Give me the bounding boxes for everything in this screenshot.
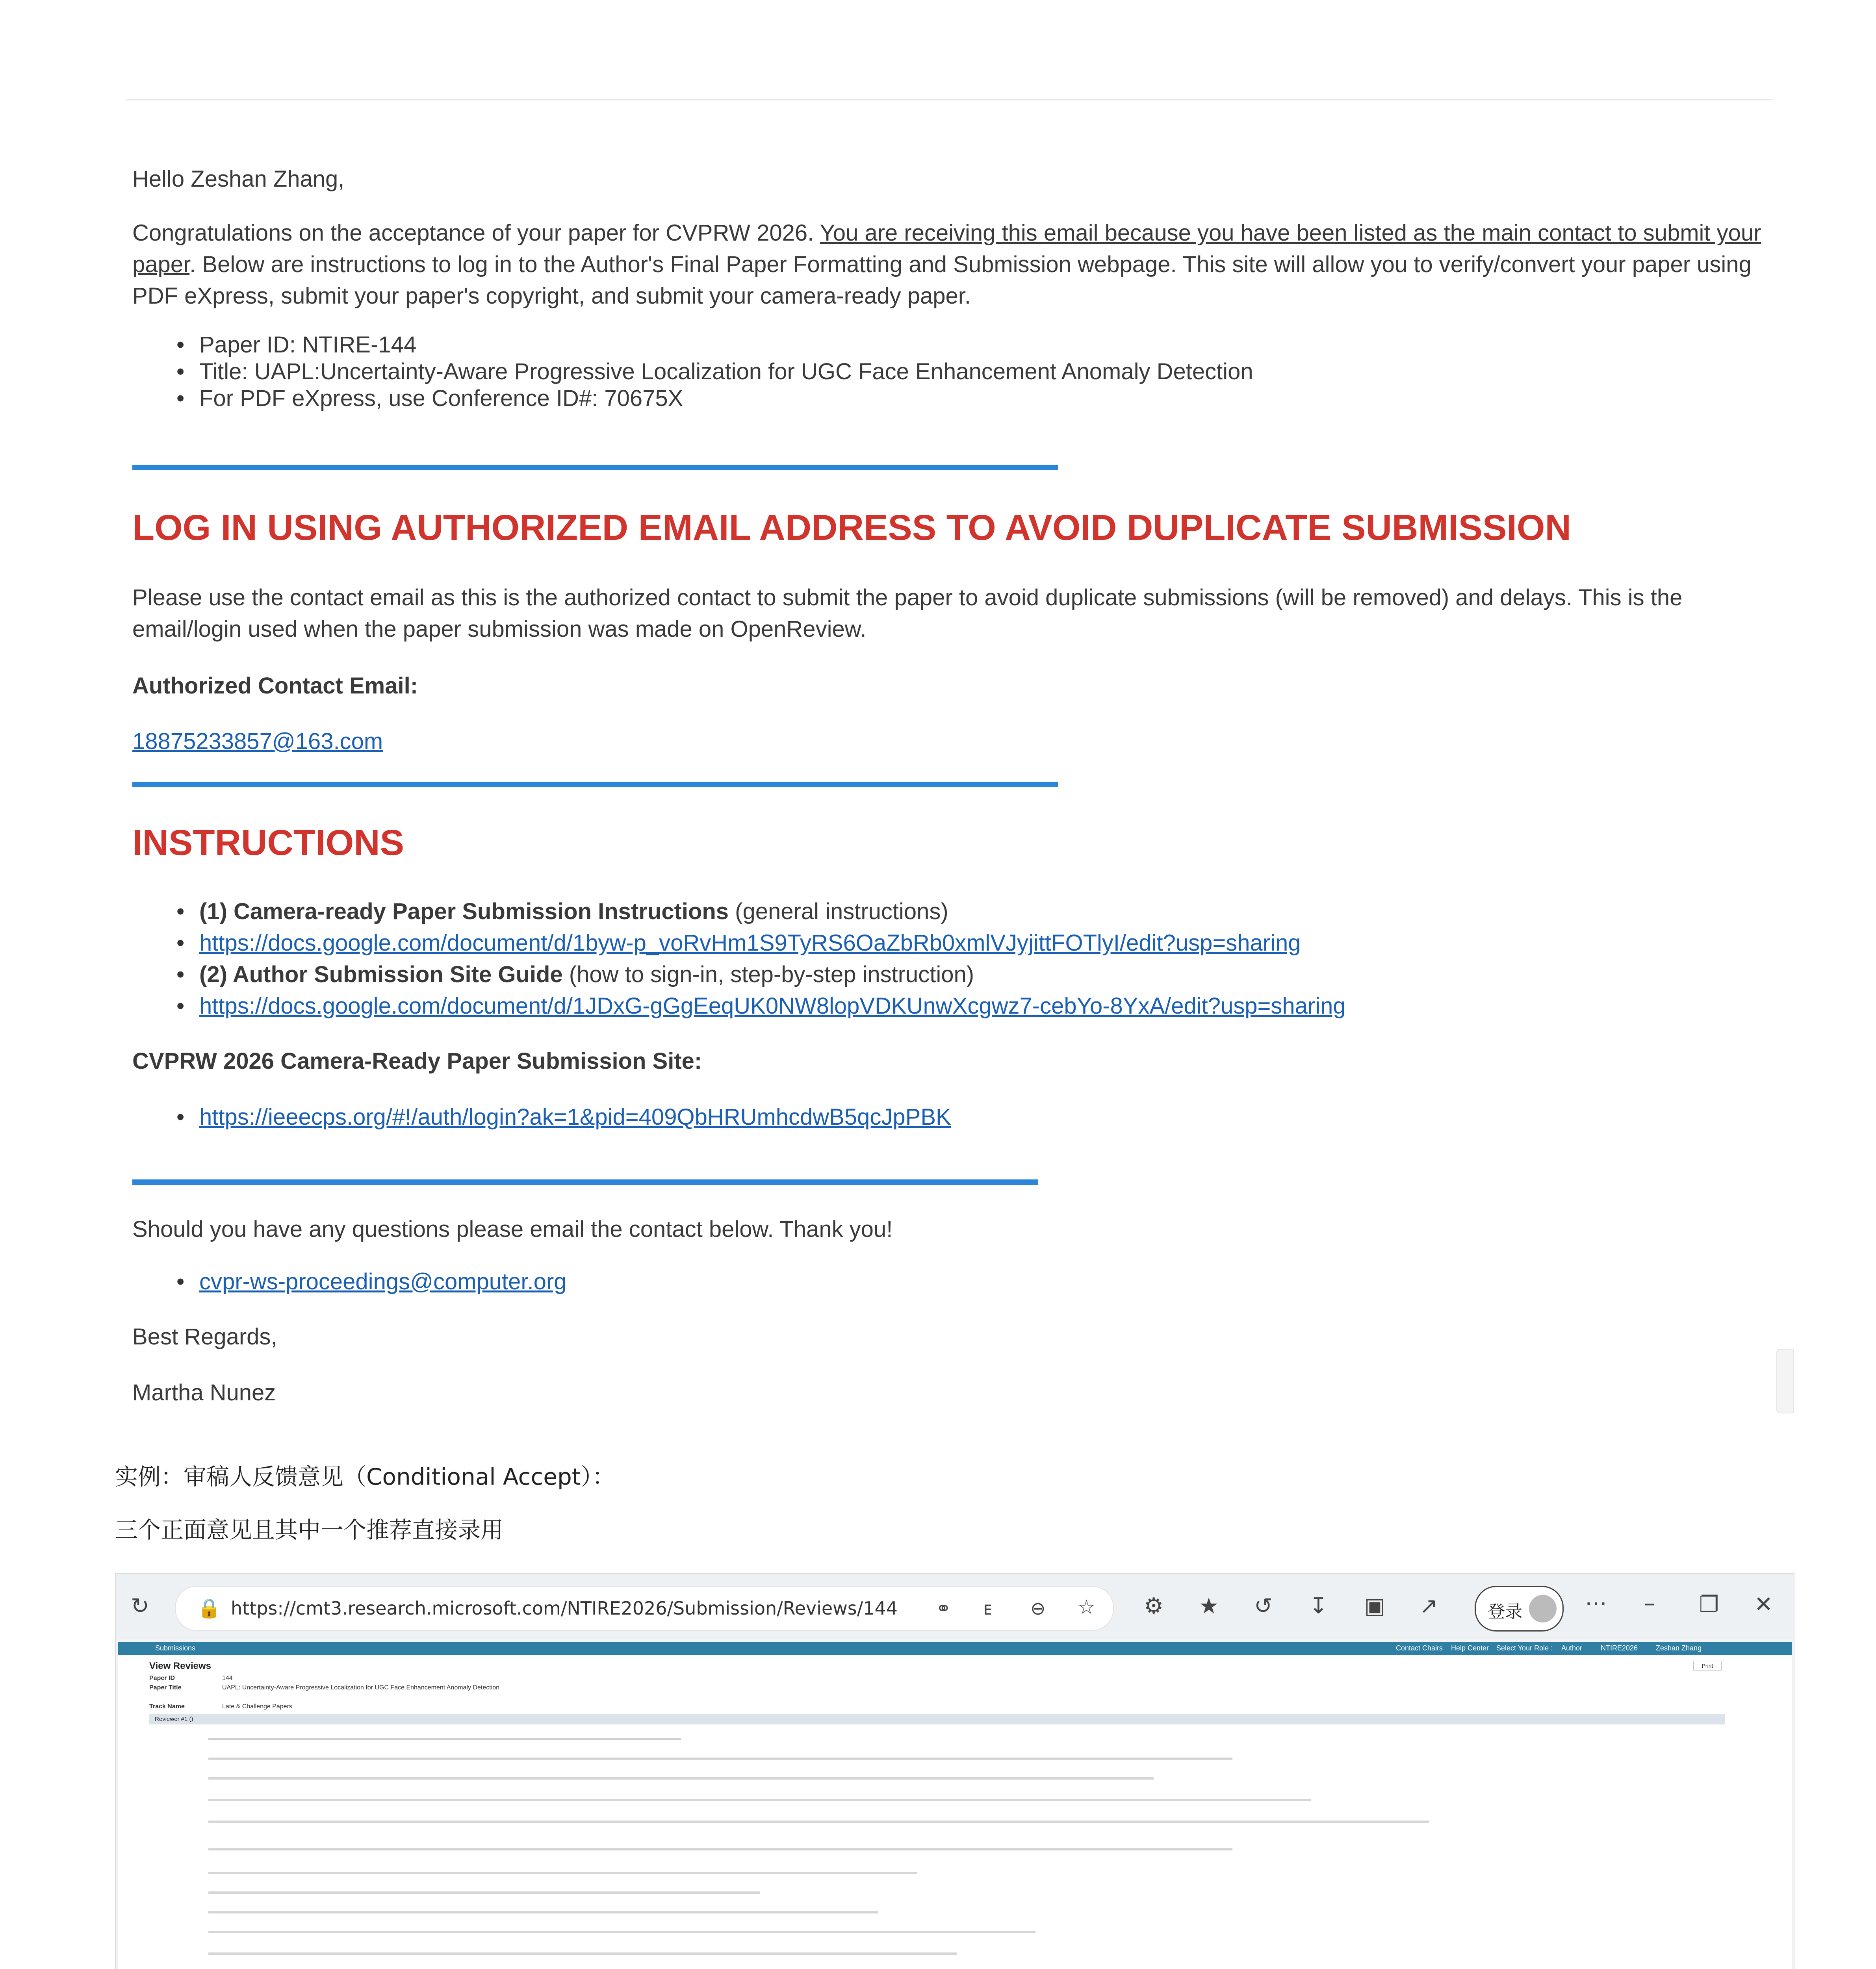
example-note: 实例：审稿人反馈意见（Conditional Accept）：	[115, 1463, 615, 1490]
restore-icon[interactable]: ❐	[1699, 1592, 1719, 1617]
share-icon[interactable]: ↗	[1420, 1593, 1438, 1619]
paper-id-label: Paper ID	[149, 1675, 175, 1682]
url-text: https://cmt3.research.microsoft.com/NTIRE2026/Submission/Reviews/144	[231, 1598, 898, 1619]
intro-text-2: . Below are instructions to log in to the Author's Final Paper Formatting and Submission webpage. This site will allow you to verify/convert your paper using PDF eXpress, submit your paper's copyright, and submit your camera-ready paper.	[132, 252, 1752, 309]
scroll-tab[interactable]	[1776, 1349, 1794, 1413]
questions-email-link[interactable]: cvpr-ws-proceedings@computer.org	[199, 1269, 567, 1294]
questions-list	[132, 1266, 1767, 1298]
track-name-value: Late & Challenge Papers	[222, 1703, 292, 1710]
paper-title-label: Paper Title	[149, 1684, 182, 1691]
regards: Best Regards,	[132, 1324, 277, 1350]
view-reviews-title: View Reviews	[149, 1661, 211, 1671]
instructions-heading: INSTRUCTIONS	[132, 823, 404, 863]
address-bar[interactable]	[175, 1586, 1114, 1631]
instr1-title: (1) Camera-ready Paper Submission Instructions	[199, 899, 729, 924]
favorites-bar-icon[interactable]: ★	[1199, 1593, 1219, 1619]
key-icon[interactable]: ⚭	[936, 1598, 951, 1619]
more-icon[interactable]: ⋯	[1585, 1591, 1607, 1616]
reviews-page	[118, 1655, 1792, 1969]
intro-paragraph	[132, 217, 1767, 312]
login-paragraph: Please use the contact email as this is the authorized contact to submit the paper to avoid duplicate submissions (will be removed) and delays. This is the email/login used when the paper submission was made on OpenReview.	[132, 585, 1683, 642]
divider-1	[132, 465, 1058, 470]
profile-login-button[interactable]	[1475, 1586, 1564, 1632]
history-icon[interactable]: ↺	[1254, 1593, 1273, 1619]
signature: Martha Nunez	[132, 1380, 276, 1405]
reviewer-1-header	[149, 1714, 1725, 1724]
nav-contact-chairs[interactable]: Contact Chairs	[1396, 1644, 1443, 1652]
top-divider	[126, 99, 1772, 100]
instr1-item	[132, 896, 1767, 927]
reviewer-1-text	[157, 1734, 1713, 1969]
favorite-icon[interactable]: ☆	[1078, 1596, 1095, 1619]
lock-icon: 🔒	[197, 1597, 221, 1619]
instr1-note: (general instructions)	[729, 899, 948, 924]
paper-id-value: 144	[222, 1675, 233, 1682]
instr2-title: (2) Author Submission Site Guide	[199, 962, 563, 987]
zoom-icon[interactable]: ⊖	[1030, 1598, 1046, 1619]
extensions-icon[interactable]: ⚙	[1144, 1593, 1164, 1619]
print-button[interactable]	[1693, 1661, 1722, 1671]
login-heading: LOG IN USING AUTHORIZED EMAIL ADDRESS TO AVOID DUPLICATE SUBMISSION	[132, 508, 1571, 548]
review-screenshot	[115, 1573, 1794, 1969]
conference-id-item: • For PDF eXpress, use Conference ID#: 70675X	[132, 385, 1747, 412]
nav-user[interactable]: Zeshan Zhang	[1656, 1644, 1702, 1652]
site-label: CVPRW 2026 Camera-Ready Paper Submission Site:	[132, 1048, 702, 1074]
instr1-link-item	[132, 927, 1767, 959]
minimize-icon[interactable]: –	[1644, 1591, 1655, 1616]
questions-email-item	[132, 1266, 1767, 1298]
login-label: 登录	[1488, 1602, 1522, 1622]
translate-icon[interactable]: ᴇ	[983, 1598, 992, 1619]
paper-title-item: • Title: UAPL:Uncertainty-Aware Progressive Localization for UGC Face Enhancement Anomaly Detection	[132, 358, 1747, 385]
refresh-icon[interactable]: ↻	[131, 1593, 149, 1619]
nav-submissions[interactable]: Submissions	[155, 1644, 196, 1652]
intro-underlined: You are receiving this email because you have been listed as the main contact to submit your paper	[132, 220, 1761, 277]
summary-note: 三个正面意见且其中一个推荐直接录用	[115, 1517, 504, 1543]
nav-help-center[interactable]: Help Center	[1451, 1644, 1489, 1652]
screenshot-icon[interactable]: ▣	[1364, 1593, 1385, 1619]
site-link-item	[132, 1101, 1767, 1133]
browser-toolbar	[116, 1574, 1794, 1639]
contact-email-link[interactable]: 18875233857@163.com	[132, 729, 383, 754]
instr2-item	[132, 959, 1767, 990]
nav-conference[interactable]: NTIRE2026	[1601, 1644, 1638, 1652]
divider-3	[132, 1179, 1038, 1185]
paper-info-list	[132, 332, 1747, 412]
close-icon[interactable]: ✕	[1754, 1592, 1773, 1617]
track-name-label: Track Name	[149, 1703, 185, 1710]
nav-select-role: Select Your Role :	[1496, 1644, 1553, 1652]
paper-title-value: UAPL: Uncertainty-Aware Progressive Localization for UGC Face Enhancement Anomaly Detection	[222, 1684, 500, 1691]
reviewer-1-label: Reviewer #1 ()	[155, 1716, 193, 1722]
instructions-list	[132, 896, 1767, 1022]
divider-2	[132, 782, 1058, 787]
questions-text: Should you have any questions please email the contact below. Thank you!	[132, 1216, 893, 1242]
site-link[interactable]: https://ieeecps.org/#!/auth/login?ak=1&pid=409QbHRUmhcdwB5qcJpPBK	[199, 1104, 951, 1130]
nav-author[interactable]: Author	[1561, 1644, 1583, 1652]
instr2-link[interactable]: https://docs.google.com/document/d/1JDxG-gGgEeqUK0NW8lopVDKUnwXcgwz7-cebYo-8YxA/edit?usp=sharing	[199, 993, 1346, 1019]
site-list	[132, 1101, 1767, 1133]
print-label: Print	[1702, 1663, 1713, 1669]
instr2-link-item	[132, 990, 1767, 1022]
instr1-link[interactable]: https://docs.google.com/document/d/1byw-p_voRvHm1S9TyRS6OaZbRb0xmlVJyjittFOTlyI/edit?usp=sharing	[199, 930, 1301, 956]
avatar	[1529, 1595, 1557, 1622]
download-icon[interactable]: ↧	[1309, 1593, 1328, 1619]
instr2-note: (how to sign-in, step-by-step instruction)	[562, 962, 974, 987]
intro-text-1: Congratulations on the acceptance of your paper for CVPRW 2026.	[132, 220, 820, 246]
cmt-navbar	[118, 1642, 1792, 1655]
contact-label: Authorized Contact Email:	[132, 673, 418, 699]
paper-id-item: • Paper ID: NTIRE-144	[132, 332, 1747, 358]
greeting: Hello Zeshan Zhang,	[132, 166, 345, 192]
